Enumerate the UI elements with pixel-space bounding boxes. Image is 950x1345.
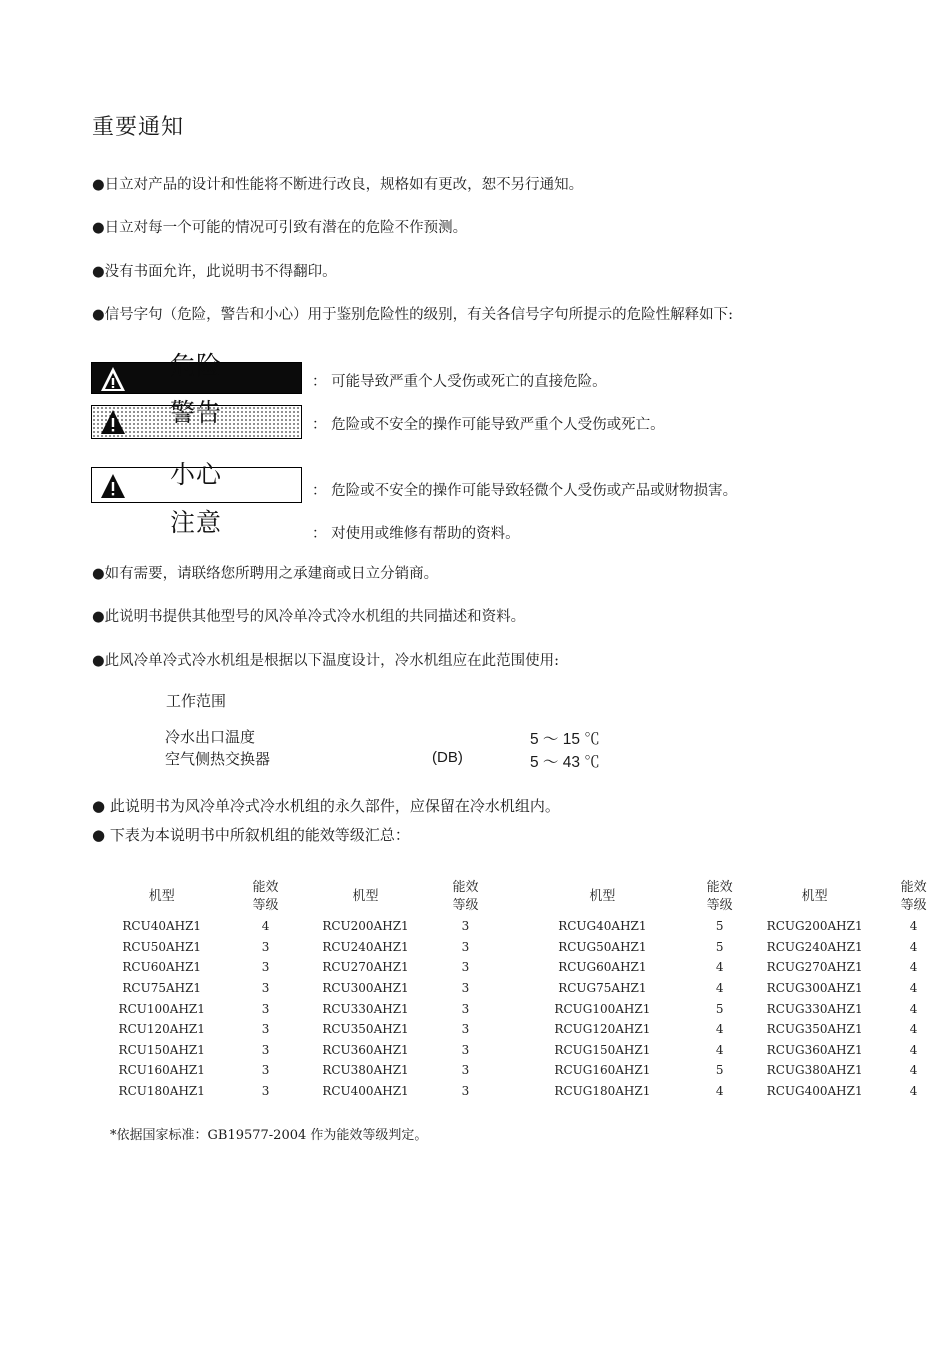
grade-cell: 3 [461,1001,470,1016]
model-cell: RCUG300AHZ1 [766,981,863,996]
notice-bullet-4: ●信号字句（危险，警告和小心）用于鉴别危险性的级别，有关各信号字句所提示的危险性解释如下: [92,307,734,323]
notice-bullet-9: ● 下表为本说明书中所叙机组的能效等级汇总： [92,826,410,844]
header-grade: 能效 等级 [900,880,927,913]
range-label-air-exchanger: 空气侧热交换器 [165,750,271,768]
header-model: 机型 [801,889,828,904]
range-value-air-exchanger: 5 ～ 43 ℃ [530,754,600,771]
grade-cell: 3 [261,1022,270,1037]
notice-bullet-3: ●没有书面允许，此说明书不得翻印。 [92,264,337,280]
model-cell: RCUG380AHZ1 [766,1063,863,1078]
grade-cell: 3 [461,1022,470,1037]
range-value-chilled-water: 5 ～ 15 ℃ [530,731,600,748]
grade-cell: 5 [715,1063,724,1078]
header-model: 机型 [352,889,379,904]
model-cell: RCU120AHZ1 [118,1022,205,1037]
model-cell: RCUG200AHZ1 [766,919,863,934]
model-cell: RCU300AHZ1 [322,981,409,996]
caution-signal-word: 小心 [170,460,223,489]
grade-cell: 4 [261,919,270,934]
model-cell: RCU330AHZ1 [322,1001,409,1016]
grade-cell: 4 [909,1001,918,1016]
model-cell: RCUG160AHZ1 [554,1063,651,1078]
grade-cell: 5 [715,939,724,954]
grade-cell: 3 [461,1084,470,1099]
model-cell: RCU50AHZ1 [122,939,202,954]
warning-triangle-icon [100,409,126,435]
model-cell: RCU100AHZ1 [118,1001,205,1016]
model-cell: RCU60AHZ1 [122,960,202,975]
grade-cell: 3 [461,960,470,975]
header-grade: 能效 等级 [252,880,279,913]
table-row [110,1040,950,1061]
grade-cell: 4 [909,1084,918,1099]
model-cell: RCUG150AHZ1 [554,1042,651,1057]
model-cell: RCU180AHZ1 [118,1084,205,1099]
model-cell: RCUG120AHZ1 [554,1022,651,1037]
note-signal-word: 注意 [170,508,223,537]
grade-cell: 4 [715,981,724,996]
model-cell: RCU360AHZ1 [322,1042,409,1057]
header-grade: 能效 等级 [452,880,479,913]
model-cell: RCUG40AHZ1 [558,919,647,934]
grade-cell: 5 [715,1001,724,1016]
model-cell: RCUG100AHZ1 [554,1001,651,1016]
efficiency-table [110,878,950,1101]
model-cell: RCUG400AHZ1 [766,1084,863,1099]
model-cell: RCUG330AHZ1 [766,1001,863,1016]
note-description: ： 对使用或维修有帮助的资料。 [312,526,520,542]
grade-cell: 3 [261,939,270,954]
notice-bullet-7: ●此风冷单冷式冷水机组是根据以下温度设计，冷水机组应在此范围使用: [92,653,560,669]
grade-cell: 4 [909,939,918,954]
grade-cell: 4 [715,960,724,975]
model-cell: RCUG180AHZ1 [554,1084,651,1099]
model-cell: RCU270AHZ1 [322,960,409,975]
notice-bullet-5: ●如有需要，请联络您所聘用之承建商或日立分销商。 [92,566,439,582]
table-row [110,1019,950,1040]
header-model: 机型 [589,889,616,904]
grade-cell: 3 [261,1084,270,1099]
grade-cell: 3 [261,1063,270,1078]
table-row [110,1081,950,1102]
standard-footnote: *依据国家标准：GB19577-2004 作为能效等级判定。 [110,1128,428,1143]
grade-cell: 3 [461,1063,470,1078]
grade-cell: 4 [909,1042,918,1057]
table-row [110,998,950,1019]
grade-cell: 3 [261,1001,270,1016]
operating-range-title: 工作范围 [166,692,227,710]
model-cell: RCU350AHZ1 [322,1022,409,1037]
model-cell: RCUG75AHZ1 [558,981,647,996]
grade-cell: 3 [261,981,270,996]
grade-cell: 4 [909,919,918,934]
model-cell: RCUG240AHZ1 [766,939,863,954]
range-label-chilled-water: 冷水出口温度 [165,728,256,746]
danger-signal-word: 危险 [170,351,223,380]
table-row [110,1060,950,1081]
table-row [110,937,950,958]
model-cell: RCUG270AHZ1 [766,960,863,975]
warning-signal-word: 警告 [170,398,223,427]
model-cell: RCU150AHZ1 [118,1042,205,1057]
model-cell: RCU40AHZ1 [122,919,202,934]
model-cell: RCU75AHZ1 [122,981,202,996]
table-row [110,957,950,978]
grade-cell: 4 [909,981,918,996]
grade-cell: 3 [461,919,470,934]
model-cell: RCU400AHZ1 [322,1084,409,1099]
grade-cell: 5 [715,919,724,934]
model-cell: RCU240AHZ1 [322,939,409,954]
model-cell: RCU160AHZ1 [118,1063,205,1078]
warning-triangle-icon [100,473,126,499]
model-cell: RCU200AHZ1 [322,919,409,934]
grade-cell: 3 [461,939,470,954]
header-grade: 能效 等级 [706,880,733,913]
grade-cell: 4 [715,1084,724,1099]
warning-triangle-icon [100,366,126,392]
notice-bullet-8: ● 此说明书为风冷单冷式冷水机组的永久部件，应保留在冷水机组内。 [92,797,560,815]
warning-description: ： 危险或不安全的操作可能导致严重个人受伤或死亡。 [312,417,665,433]
range-condition-db: (DB) [432,749,463,766]
danger-description: ： 可能导致严重个人受伤或死亡的直接危险。 [312,374,607,390]
model-cell: RCUG360AHZ1 [766,1042,863,1057]
notice-bullet-1: ●日立对产品的设计和性能将不断进行改良，规格如有更改，恕不另行通知。 [92,177,584,193]
model-cell: RCUG60AHZ1 [558,960,647,975]
grade-cell: 4 [909,1022,918,1037]
grade-cell: 4 [715,1042,724,1057]
notice-bullet-2: ●日立对每一个可能的情况可引致有潜在的危险不作预测。 [92,220,468,236]
grade-cell: 3 [461,1042,470,1057]
grade-cell: 3 [261,1042,270,1057]
table-row [110,916,950,937]
model-cell: RCUG350AHZ1 [766,1022,863,1037]
caution-description: ： 危险或不安全的操作可能导致轻微个人受伤或产品或财物损害。 [312,483,738,499]
table-row [110,978,950,999]
page-title: 重要通知 [92,115,185,140]
model-cell: RCU380AHZ1 [322,1063,409,1078]
grade-cell: 4 [909,1063,918,1078]
grade-cell: 4 [715,1022,724,1037]
grade-cell: 4 [909,960,918,975]
table-header-row [110,878,950,916]
grade-cell: 3 [461,981,470,996]
header-model: 机型 [148,889,175,904]
grade-cell: 3 [261,960,270,975]
model-cell: RCUG50AHZ1 [558,939,647,954]
notice-bullet-6: ●此说明书提供其他型号的风冷单冷式冷水机组的共同描述和资料。 [92,609,526,625]
